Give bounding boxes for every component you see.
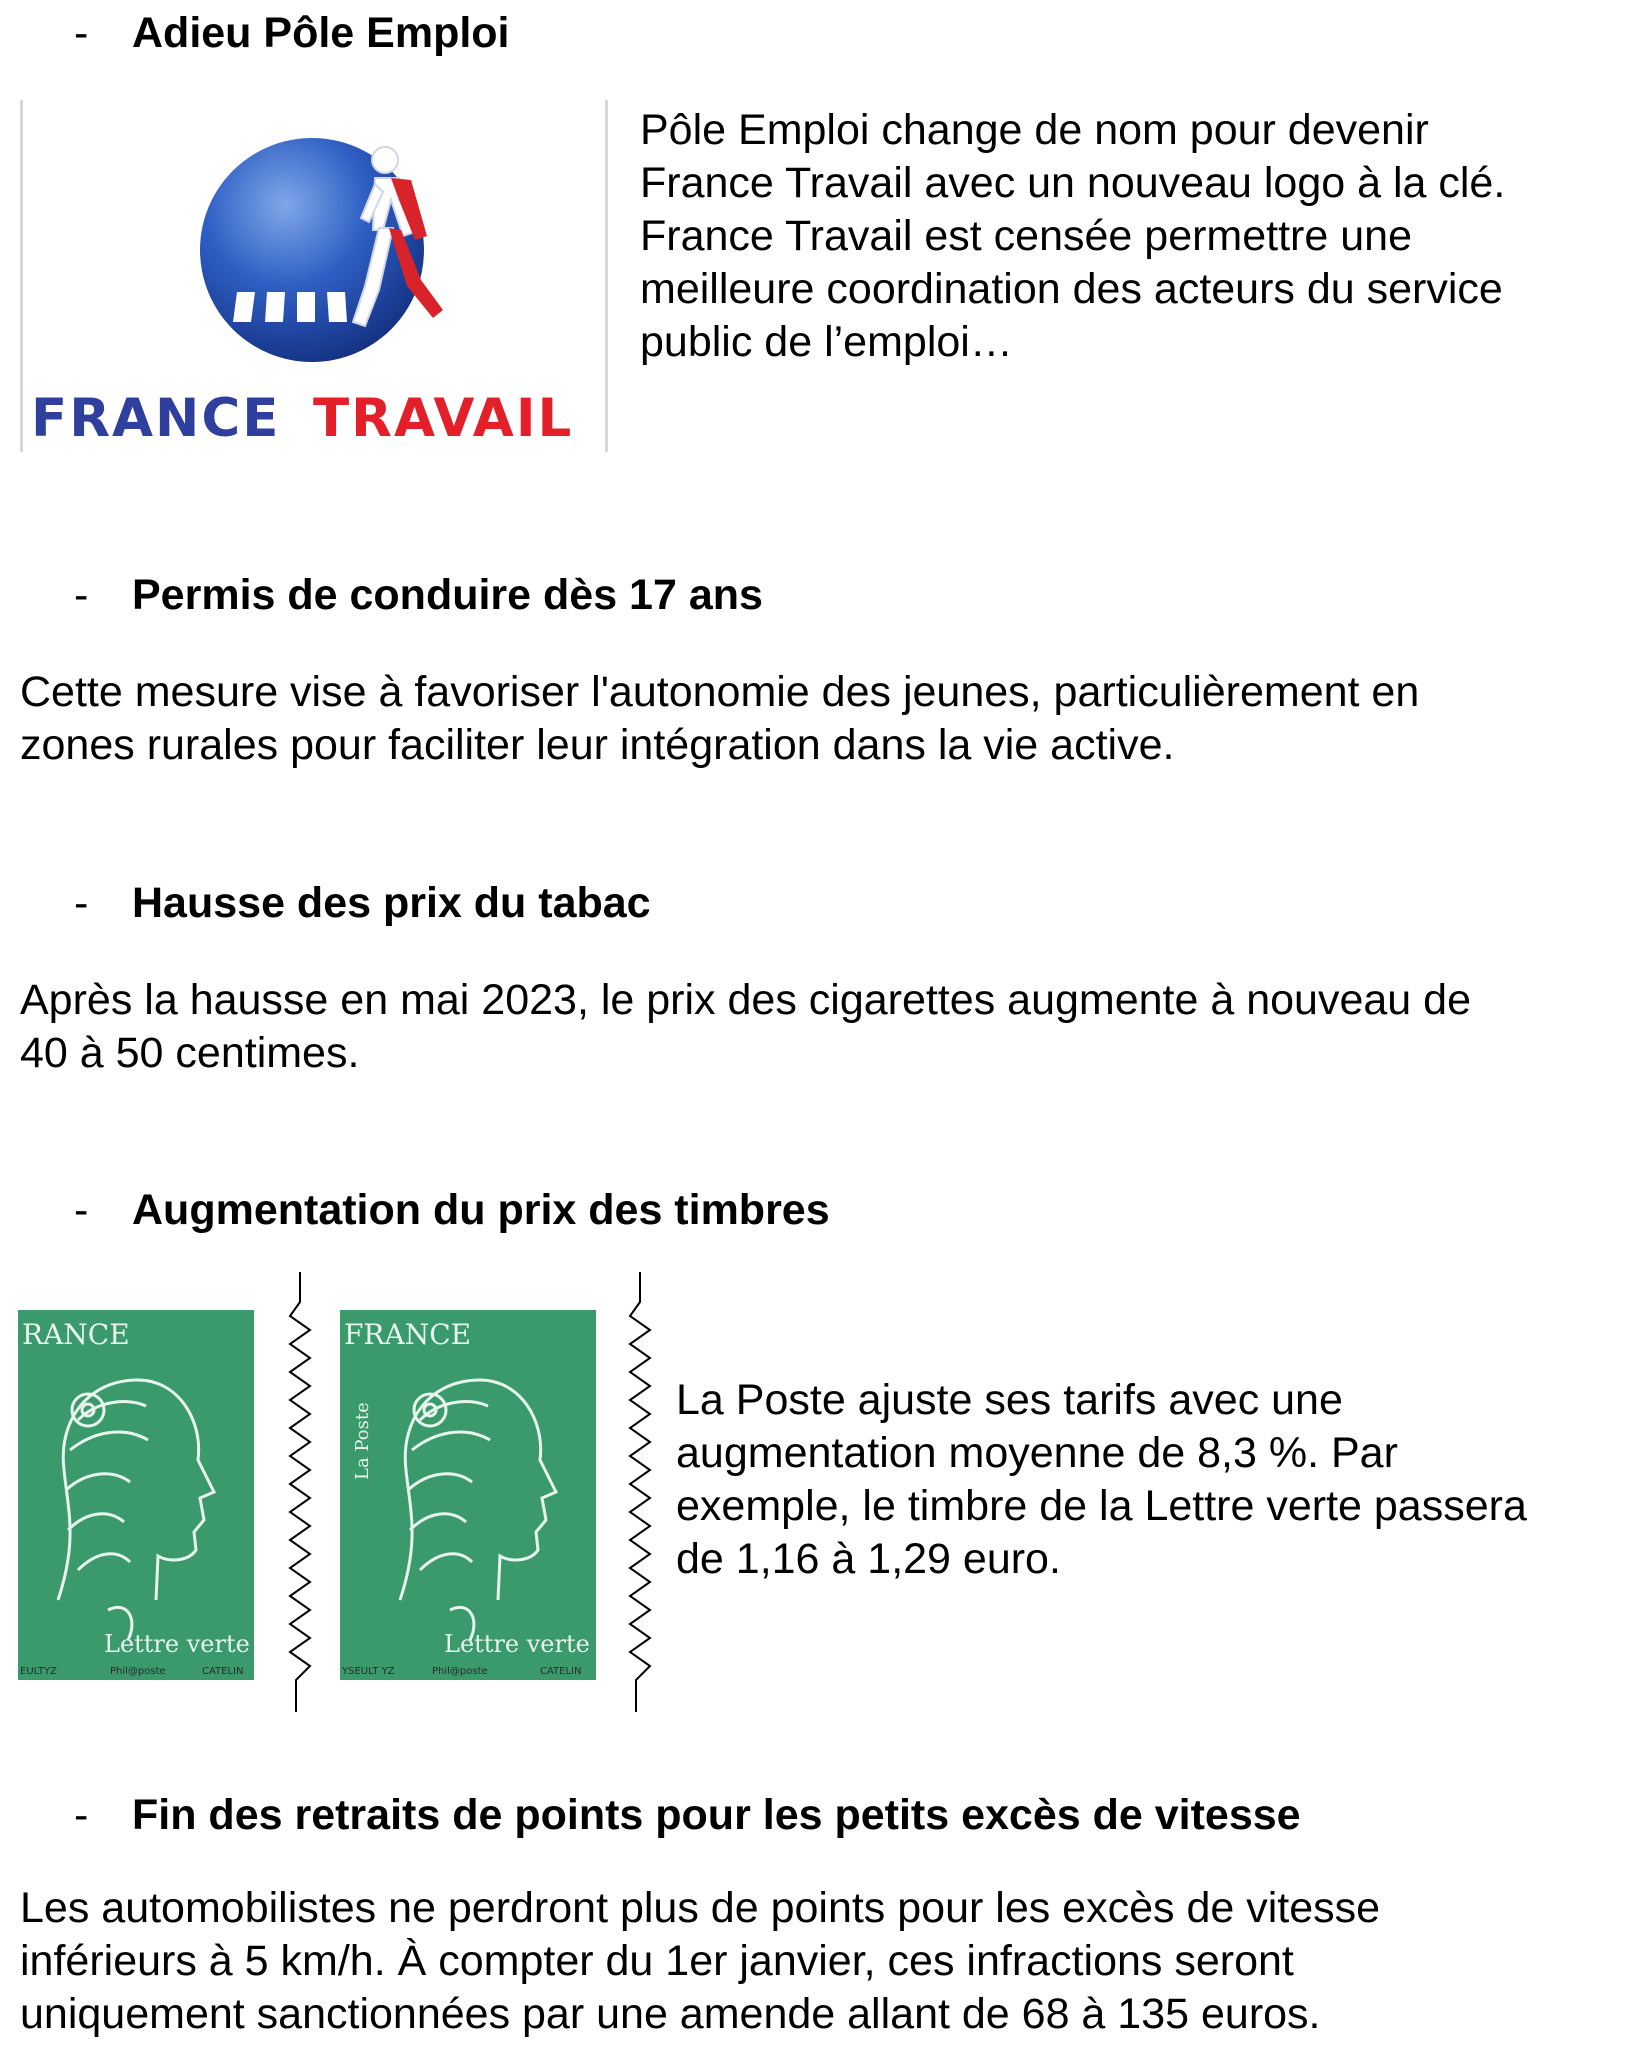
text-line: exemple, le timbre de la Lettre verte passera (676, 1482, 1527, 1530)
text-line: de 1,16 à 1,29 euro. (676, 1535, 1061, 1583)
heading-dash: - (74, 1186, 89, 1234)
text-line: zones rurales pour faciliter leur intégration dans la vie active. (20, 721, 1175, 769)
text-line: inférieurs à 5 km/h. À compter du 1er janvier, ces infractions seront (20, 1937, 1294, 1985)
text-line: augmentation moyenne de 8,3 %. Par (676, 1429, 1398, 1477)
section-text-vitesse (20, 1882, 1380, 2041)
stamp-label: Lettre verte (104, 1630, 250, 1658)
logo-word-travail: TRAVAIL (313, 388, 574, 449)
france-travail-emblem (23, 100, 605, 390)
text-line: Cette mesure vise à favoriser l'autonomie des jeunes, particulièrement en (20, 668, 1420, 716)
text-line: France Travail est censée permettre une (640, 212, 1412, 260)
stamp-credit-right: CATELIN (202, 1666, 244, 1677)
text-line: 40 à 50 centimes. (20, 1029, 360, 1077)
stamp-credit-left: EULTYZ (20, 1666, 57, 1677)
text-line: public de l’emploi… (640, 318, 1013, 366)
heading-dash: - (74, 879, 89, 927)
stamp-credit-left: YSEULT YZ (342, 1666, 395, 1677)
perforation-zigzag (282, 1272, 322, 1712)
stamp-label: Lettre verte (444, 1630, 590, 1658)
section-text-tabac (20, 974, 1471, 1080)
text-line: Après la hausse en mai 2023, le prix des cigarettes augmente à nouveau de (20, 976, 1471, 1024)
france-travail-logo (20, 100, 608, 452)
text-line: La Poste ajuste ses tarifs avec une (676, 1376, 1343, 1424)
text-line: uniquement sanctionnées par une amende allant de 68 à 135 euros. (20, 1990, 1321, 2038)
text-line: meilleure coordination des acteurs du service (640, 265, 1503, 313)
stamp-side-text: La Poste (352, 1402, 373, 1480)
text-line: Les automobilistes ne perdront plus de points pour les excès de vitesse (20, 1884, 1381, 1932)
heading-dash: - (74, 1791, 89, 1839)
stamp-country: RANCE (22, 1318, 130, 1351)
stamp-credit-mid: Phil@poste (432, 1666, 488, 1677)
heading-title: Fin des retraits de points pour les petits excès de vitesse (132, 1791, 1301, 1839)
stamp-credit-right: CATELIN (540, 1666, 582, 1677)
text-line: France Travail avec un nouveau logo à la clé. (640, 159, 1506, 207)
stamp-credit-mid: Phil@poste (110, 1666, 166, 1677)
heading-title: Permis de conduire dès 17 ans (132, 571, 763, 619)
section-text-permis (20, 666, 1419, 772)
heading-title: Hausse des prix du tabac (132, 879, 651, 927)
heading-dash: - (74, 571, 89, 619)
text-line: Pôle Emploi change de nom pour devenir (640, 106, 1429, 154)
heading-title: Adieu Pôle Emploi (132, 9, 510, 57)
heading-dash: - (74, 9, 89, 57)
stamp-country: FRANCE (344, 1318, 472, 1351)
logo-word-france: FRANCE (31, 388, 281, 449)
section-text-timbres (676, 1374, 1527, 1586)
perforation-zigzag (622, 1272, 662, 1712)
stamp-lettre-verte-1 (18, 1310, 258, 1701)
stamp-lettre-verte-2 (340, 1310, 600, 1701)
heading-title: Augmentation du prix des timbres (132, 1186, 830, 1234)
section-text-pole-emploi (640, 104, 1505, 369)
